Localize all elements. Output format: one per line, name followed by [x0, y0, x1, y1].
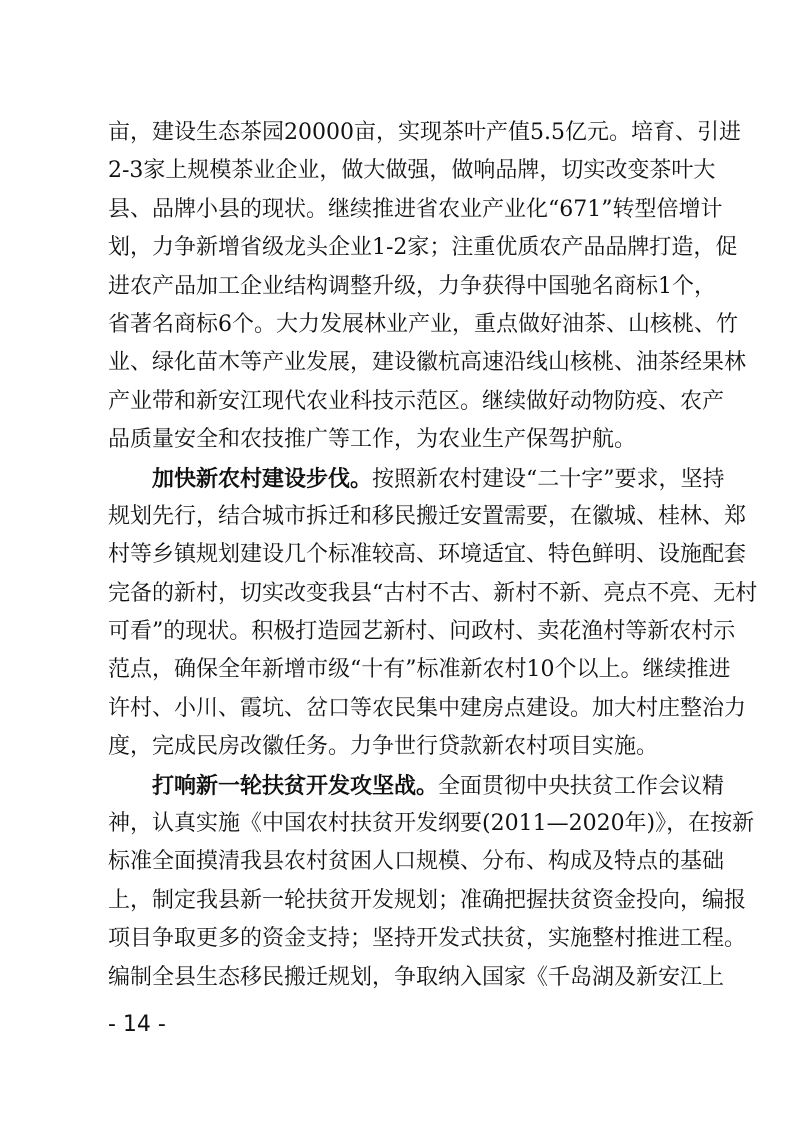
text-line	[108, 843, 725, 881]
text-line	[108, 613, 736, 651]
text-line	[108, 805, 755, 843]
line-text: 划，力争新增省级龙头企业1-2家；注重优质农产品品牌打造，促	[108, 235, 738, 261]
line-text: 2-3家上规模茶业企业，做大做强，做响品牌，切实改变茶叶大	[108, 158, 716, 184]
text-line	[108, 651, 731, 689]
text-line	[108, 421, 688, 459]
line-text: 神，认真实施《中国农村扶贫开发纲要(2011—2020年)》，在按新	[108, 811, 755, 837]
text-line	[108, 383, 725, 421]
line-text: 编制全县生态移民搬迁规划，争取纳入国家《千岛湖及新安江上	[108, 964, 725, 990]
text-line	[108, 690, 747, 728]
line-text: 完备的新村，切实改变我县“古村不古、新村不新、亮点不亮、无村	[108, 580, 758, 606]
text-line	[108, 268, 716, 306]
line-text: 项目争取更多的资金支持；坚持开发式扶贫，实施整村推进工程。	[108, 926, 747, 952]
line-text: 标准全面摸清我县农村贫困人口规模、分布、构成及特点的基础	[108, 849, 725, 875]
line-text: 度，完成民房改徽任务。力争世行贷款新农村项目实施。	[108, 734, 659, 760]
page-number: - 14 -	[108, 1012, 166, 1037]
text-line	[108, 575, 758, 613]
text-line	[108, 114, 741, 152]
text-line	[108, 728, 688, 766]
line-text: 可看”的现状。积极打造园艺新村、问政村、卖花渔村等新农村示	[108, 619, 736, 645]
text-line	[108, 959, 725, 997]
line-text: 省著名商标6个。大力发展林业产业，重点做好油茶、山核桃、竹	[108, 311, 738, 337]
line-text: 许村、小川、霞坑、岔口等农民集中建房点建设。加大村庄整治力	[108, 695, 747, 721]
line-text: 进农产品加工企业结构调整升级，力争获得中国驰名商标1个，	[108, 273, 716, 299]
line-text: 村等乡镇规划建设几个标准较高、环境适宜、特色鲜明、设施配套	[108, 542, 747, 568]
line-text: 县、品牌小县的现状。继续推进省农业产业化“671”转型倍增计	[108, 196, 723, 222]
text-line	[108, 306, 738, 344]
section-heading: 加快新农村建设步伐。	[152, 465, 373, 492]
line-text: 范点，确保全年新增市级“十有”标准新农村10个以上。继续推进	[108, 657, 731, 683]
line-text: 业、绿化苗木等产业发展，建设徽杭高速沿线山核桃、油茶经果林	[108, 350, 747, 376]
line-text: 全面贯彻中央扶贫工作会议精	[438, 773, 725, 799]
line-text: 上，制定我县新一轮扶贫开发规划；准确把握扶贫资金投向，编报	[108, 887, 747, 913]
text-line	[108, 882, 747, 920]
line-text: 规划先行，结合城市拆迁和移民搬迁安置需要，在徽城、桂林、郑	[108, 503, 747, 529]
text-line	[108, 767, 725, 805]
text-line	[108, 460, 725, 498]
line-text: 产业带和新安江现代农业科技示范区。继续做好动物防疫、农产	[108, 388, 725, 414]
text-line	[108, 498, 747, 536]
line-text: 按照新农村建设“二十字”要求，坚持	[372, 466, 725, 492]
body-text	[108, 114, 758, 997]
line-text: 亩，建设生态茶园20000亩，实现茶叶产值5.5亿元。培育、引进	[108, 120, 741, 145]
line-text: 品质量安全和农技推广等工作，为农业生产保驾护航。	[108, 427, 637, 453]
text-line	[108, 191, 723, 229]
text-line	[108, 344, 747, 382]
text-line	[108, 536, 747, 574]
text-line	[108, 152, 716, 190]
section-heading: 打响新一轮扶贫开发攻坚战。	[152, 772, 439, 799]
text-line	[108, 920, 747, 958]
text-line	[108, 229, 738, 267]
